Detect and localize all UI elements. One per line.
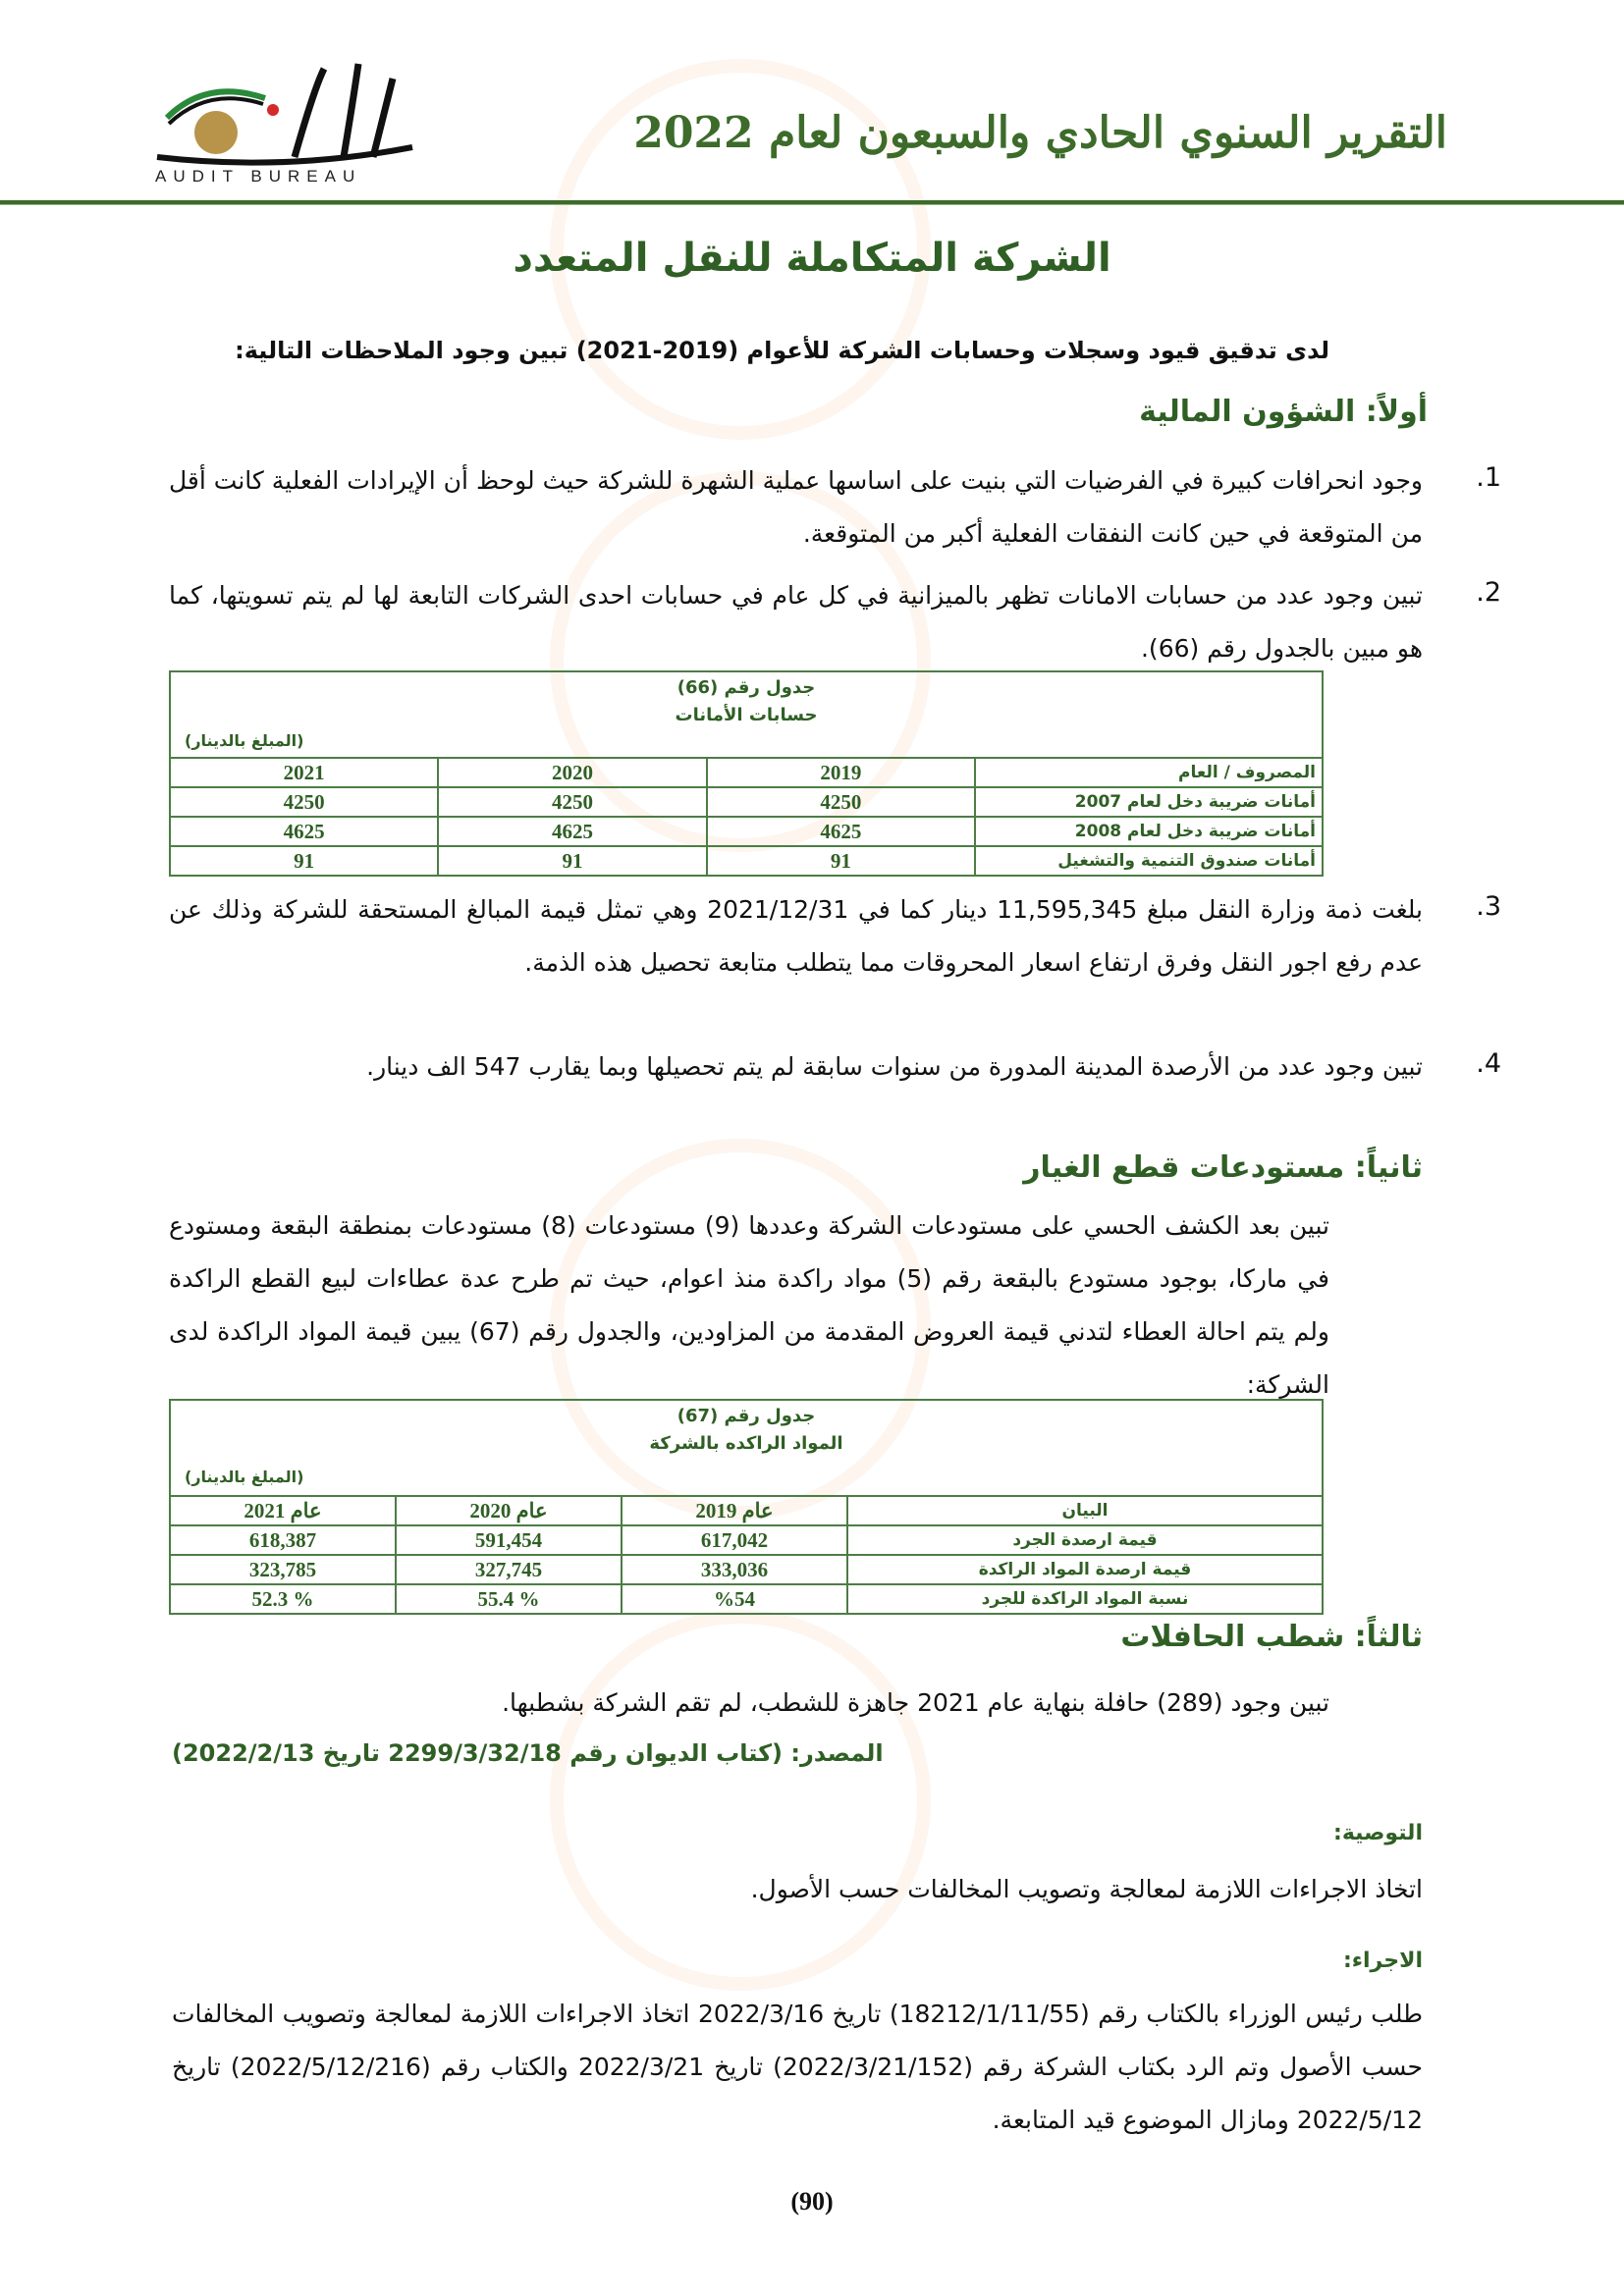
recommendation-label: التوصية: <box>1333 1821 1423 1845</box>
section-text: تبين وجود (289) حافلة بنهاية عام 2021 جاهزة للشطب، لم تقم الشركة بشطبها. <box>502 1688 1329 1717</box>
table-row: قيمة ارصدة المواد الراكدة 333,036 327,745 323,785 <box>170 1555 1323 1584</box>
table-row: قيمة ارصدة الجرد 617,042 591,454 618,387 <box>170 1525 1323 1555</box>
page-title: الشركة المتكاملة للنقل المتعدد <box>513 236 1111 281</box>
audit-bureau-logo: AUDIT BUREAU <box>147 59 422 187</box>
section-heading-financial: أولاً: الشؤون المالية <box>1139 395 1428 429</box>
section-text: تبين بعد الكشف الحسي على مستودعات الشركة وعددها (9) مستودعات (8) مستودعات بمنطقة البقعة ومستودع في ماركا، بوجود مستودع بالبقعة رقم (5) مواد راكدة منذ اعوام، حيث تم طرح عدة عطاءات لبيع القطع الراكدة ولم يتم احالة العطاء لتدني قيمة العروض المقدمة من المزاودين، والجدول رقم (67) يبين قيمة المواد الراكدة لدى الشركة: <box>169 1211 1329 1399</box>
page-number: (90) <box>790 2187 834 2216</box>
section-heading-warehouses: ثانياً: مستودعات قطع الغيار <box>1023 1150 1423 1185</box>
source-note: المصدر: (كتاب الديوان رقم 2299/3/32/18 تاريخ 2022/2/13) <box>172 1739 884 1767</box>
section-heading-buses: ثالثاً: شطب الحافلات <box>1120 1620 1423 1654</box>
list-item: 1. وجود انحرافات كبيرة في الفرضيات التي بنيت على اساسها عملية الشهرة للشركة حيث لوحظ أن الإيرادات الفعلية كانت أقل من المتوقعة في حين كانت النفقات الفعلية أكبر من المتوقعة. <box>169 462 1501 548</box>
action-label: الاجراء: <box>1342 1949 1423 1973</box>
table-header-row: البيان عام 2019 عام 2020 عام 2021 <box>170 1496 1323 1525</box>
report-title: التقرير السنوي الحادي والسبعون لعام 2022 <box>633 108 1447 158</box>
table-row: أمانات ضريبة دخل لعام 2007 4250 4250 4250 <box>170 787 1323 817</box>
recommendation-text: اتخاذ الاجراءات اللازمة لمعالجة وتصويب المخالفات حسب الأصول. <box>750 1875 1423 1903</box>
table-row: نسبة المواد الراكدة للجرد %54 % 55.4 % 52.3 <box>170 1584 1323 1614</box>
watermark <box>550 1610 931 1991</box>
table-row: أمانات صندوق التنمية والتشغيل 91 91 91 <box>170 846 1323 876</box>
table-66-caption-box: جدول رقم (66) حسابات الأمانات (المبلغ بالدينار) <box>169 670 1324 757</box>
action-text: طلب رئيس الوزراء بالكتاب رقم (18212/1/11/55) تاريخ 2022/3/16 اتخاذ الاجراءات اللازمة لمعالجة وتصويب المخالفات حسب الأصول وتم الرد بكتاب الشركة رقم (2022/3/21/152) تاريخ 2022/3/21 والكتاب رقم (2022/5/12/216) تاريخ 2022/5/12 ومازال الموضوع قيد المتابعة. <box>172 2000 1424 2134</box>
table-67-caption-box: جدول رقم (67) المواد الراكده بالشركة (المبلغ بالدينار) <box>169 1399 1324 1495</box>
table-66 <box>169 757 1324 877</box>
header-divider <box>0 200 1624 205</box>
list-item: 3. بلغت ذمة وزارة النقل مبلغ 11,595,345 دينار كما في 2021/12/31 وهي تمثل قيمة المبالغ المستحقة للشركة وذلك عن عدم رفع اجور النقل وفرق ارتفاع اسعار المحروقات مما يتطلب متابعة تحصيل هذه الذمة. <box>169 891 1501 977</box>
intro-text: لدى تدقيق قيود وسجلات وحسابات الشركة للأعوام (2019-2021) تبين وجود الملاحظات التالية: <box>235 337 1329 364</box>
table-67 <box>169 1495 1324 1615</box>
list-item: 4. تبين وجود عدد من الأرصدة المدينة المدورة من سنوات سابقة لم يتم تحصيلها وبما يقارب 547 الف دينار. <box>366 1048 1501 1081</box>
table-header-row: المصروف / العام 2019 2020 2021 <box>170 758 1323 787</box>
table-row: أمانات ضريبة دخل لعام 2008 4625 4625 4625 <box>170 817 1323 846</box>
list-item: 2. تبين وجود عدد من حسابات الامانات تظهر بالميزانية في كل عام في حسابات احدى الشركات التابعة لها لم يتم تسويتها، كما هو مبين بالجدول رقم (66). <box>169 577 1501 663</box>
